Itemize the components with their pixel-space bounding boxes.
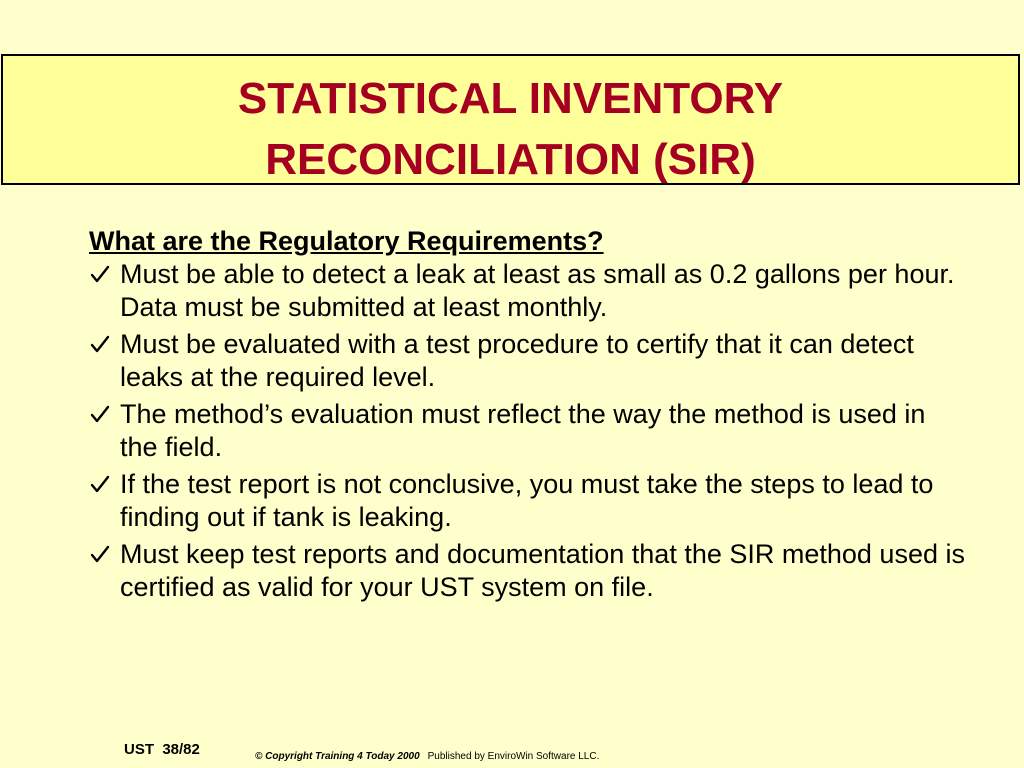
- slide-title-line-1: STATISTICAL INVENTORY: [237, 74, 784, 123]
- list-item-text: Must be able to detect a leak at least as small as 0.2 gallons per hour. Data must be submitted at least monthly.: [120, 259, 955, 322]
- list-item: [89, 398, 969, 464]
- slide-number: UST 38/82: [124, 741, 200, 758]
- list-item: [89, 258, 969, 324]
- list-item-text: The method’s evaluation must reflect the way the method is used in the field.: [120, 399, 926, 462]
- publisher-text: Published by EnviroWin Software LLC.: [427, 751, 600, 762]
- list-item-text: Must keep test reports and documentation that the SIR method used is certified as valid for your UST system on file.: [120, 539, 965, 602]
- list-item: [89, 468, 969, 534]
- list-item-text: Must be evaluated with a test procedure to certify that it can detect leaks at the required level.: [120, 329, 914, 392]
- checkmark-icon: [89, 538, 113, 571]
- list-item: [89, 328, 969, 394]
- checkmark-icon: [89, 328, 113, 361]
- copyright-text: © Copyright Training 4 Today 2000: [255, 751, 420, 762]
- checkmark-icon: [89, 468, 113, 501]
- section-heading: What are the Regulatory Requirements?: [89, 226, 604, 256]
- checkmark-icon: [89, 398, 113, 431]
- title-box: [1, 54, 1020, 185]
- slide-footer: [0, 740, 1024, 764]
- list-item-text: If the test report is not conclusive, you must take the steps to lead to finding out if tank is leaking.: [120, 469, 934, 532]
- list-item: [89, 538, 969, 604]
- copyright-notice: [255, 750, 599, 764]
- slide-title-line-2: RECONCILIATION (SIR): [265, 135, 756, 184]
- requirements-list: [89, 258, 969, 608]
- checkmark-icon: [89, 258, 113, 291]
